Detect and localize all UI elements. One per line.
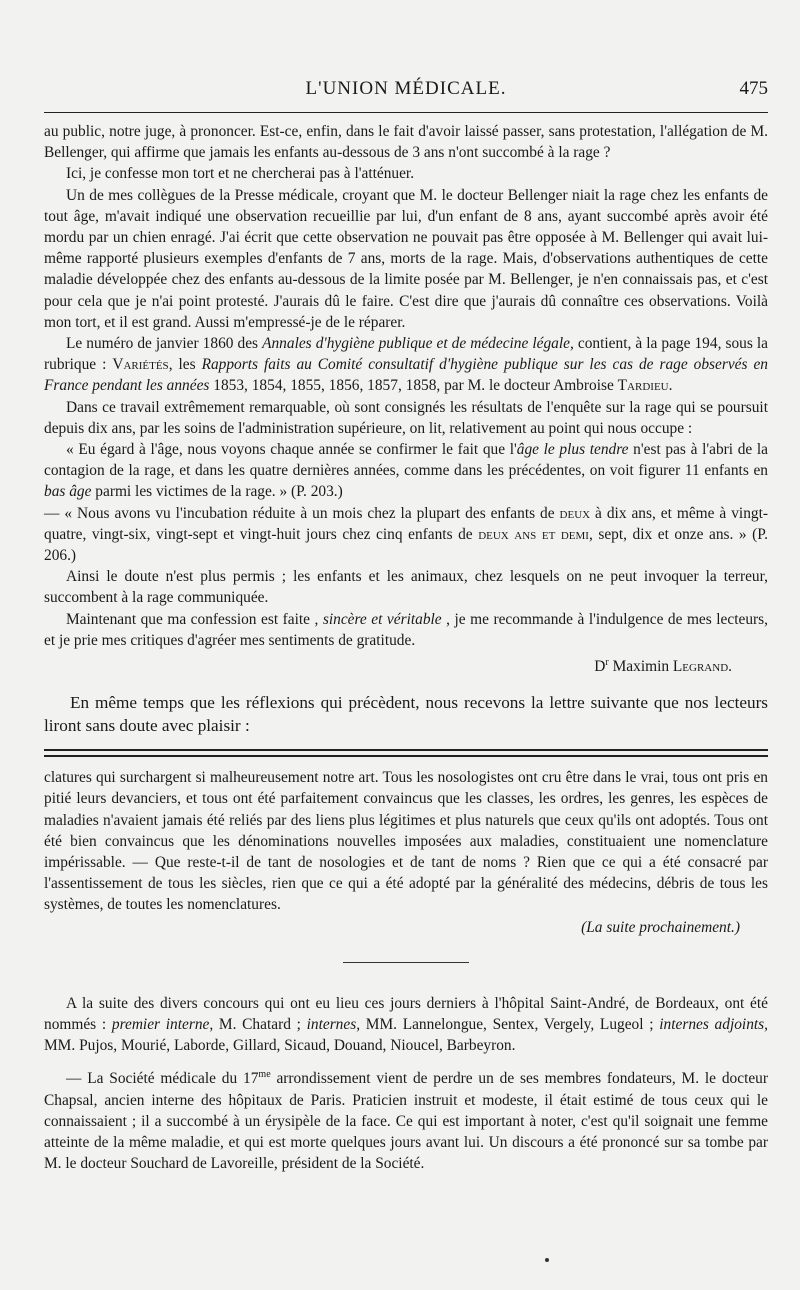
journal-title: L'UNION MÉDICALE.	[305, 78, 507, 99]
news-item: A la suite des divers concours qui ont eu lieu ces jours derniers à l'hôpital Saint-André, de Bordeaux, ont été nommés : premier interne, M. Chatard ; internes, MM. Lannelongue, Sentex, Vergely, Lugeol ; internes adjoints, MM. Pujos, Mourié, Laborde, Gillard, Sicaud, Douand, Nioucel, Barbeyron.	[44, 994, 768, 1055]
letter-introduction: En même temps que les réflexions qui précèdent, nous recevons la lettre suivante que nos lecteurs liront sans doute avec plaisir :	[44, 693, 768, 736]
paragraph: Ainsi le doute n'est plus permis ; les enfants et les animaux, chez lesquels on ne peut invoquer la terreur, succombent à la rage communiquée.	[44, 568, 768, 607]
paragraph: clatures qui surchargent si malheureusement notre art. Tous les nosologistes ont cru être dans le vrai, tous ont pris en pitié leurs devanciers, et tous ont été parfaitement convaincus que les classes, les ordres, les genres, les espèces de maladies n'avaient jamais été reliés par des liens plus légitimes et plus naturels que ceux qu'ils ont adoptés. Tous ont été bien convaincus que les dénominations nouvelles imposées aux maladies, constituaient une nomenclature impérissable. — Que reste-t-il de tant de nosologies et de tant de noms ? Rien que ce qui a été consacré par l'assentissement de tous les siècles, rien que ce qui a été adopté par la généralité des médecins, débris de tous les systèmes, de toutes les nomenclatures.	[44, 769, 768, 914]
paragraph: Maintenant que ma confession est faite , sincère et véritable , je me recommande à l'indulgence de mes lecteurs, et je prie mes critiques d'agréer mes sentiments de gratitude.	[44, 610, 768, 649]
paragraph: Ici, je confesse mon tort et ne chercherai pas à l'atténuer.	[66, 165, 415, 183]
journal-page	[44, 70, 768, 1174]
section-double-rule	[44, 749, 768, 757]
ink-dot	[545, 1258, 549, 1262]
paragraph: au public, notre juge, à prononcer. Est-ce, enfin, dans le fait d'avoir laissé passer, sans protestation, l'allégation de M. Bellenger, qui affirme que jamais les enfants au-dessous de 3 ans n'ont succombé à la rage ?	[44, 123, 768, 162]
paragraph: Un de mes collègues de la Presse médicale, croyant que M. le docteur Bellenger niait la rage chez les enfants de tout âge, m'avait indiqué une observation recueillie par lui, d'un enfant de 8 ans, ayant succombé après avoir été mordu par un chien enragé. J'ai écrit que cette observation ne pouvait pas être opposée à M. Bellenger qui avait lui-même rapporté plusieurs exemples d'enfants de 7 ans, morts de la rage. Mais, d'observations authentiques de cette maladie développée chez des enfants au-dessous de la limite posée par M. Bellenger, je n'en connaissais pas, et c'est pour cela que je n'ai point protesté. J'aurais dû le faire. C'est dire que j'aurais dû connaître ces observations. Voilà mon tort, et il est grand. Aussi m'empressé-je de le réparer.	[44, 186, 768, 331]
to-be-continued: (La suite prochainement.)	[581, 918, 740, 936]
paragraph: Le numéro de janvier 1860 des Annales d'hygiène publique et de médecine légale, contient, à la page 194, sous la rubrique : Variétés, les Rapports faits au Comité consultatif d'hygiène publique sur les cas de rage observés en France pendant les années 1853, 1854, 1855, 1856, 1857, 1858, par M. le docteur Ambroise Tardieu.	[44, 335, 768, 395]
quotation: « Eu égard à l'âge, nous voyons chaque année se confirmer le fait que l'âge le plus tendre n'est pas à l'abri de la contagion de la rage, et dans les quatre dernières années, comme dans les précédentes, on voit figurer 11 enfants en bas âge parmi les victimes de la rage. » (P. 203.)	[44, 441, 769, 501]
news-section	[44, 993, 768, 1175]
running-head	[44, 70, 768, 106]
paragraph: Dans ce travail extrêmement remarquable, où sont consignés les résultats de l'enquête sur la rage qui se poursuit depuis dix ans, par les soins de l'administration supérieure, on lit, relativement au point qui nous occupe :	[44, 398, 768, 437]
page-number: 475	[739, 78, 768, 99]
author-signature: $D^r$ Maximin Legrand.	[594, 657, 732, 676]
news-item: — La Société médicale du $17^{me}$ arrondissement vient de perdre un de ses membres fondateurs, M. le docteur Chapsal, ancien interne des hôpitaux de Paris. Praticien instruit et modeste, il était estimé de tous ceux qui le connaissaient ; il a succombé à un érysipèle de la face. Ce qui est important à noter, c'est qu'il soignait une femme atteinte de la même maladie, et qui est morte quelques jours avant lui. Un discours a été prononcé sur sa tombe par M. le docteur Souchard de Lavoreille, président de la Société.	[44, 1069, 768, 1173]
letter-continuation	[44, 767, 768, 939]
quotation: — « Nous avons vu l'incubation réduite à un mois chez la plupart des enfants de deux à dix ans, et même à vingt-quatre, vingt-six, vingt-sept et vingt-huit jours chez cinq enfants de deux ans et demi, sept, dix et onze ans. » (P. 206.)	[44, 504, 769, 565]
header-rule	[44, 112, 768, 113]
short-rule	[343, 962, 469, 963]
article-body	[44, 121, 768, 679]
